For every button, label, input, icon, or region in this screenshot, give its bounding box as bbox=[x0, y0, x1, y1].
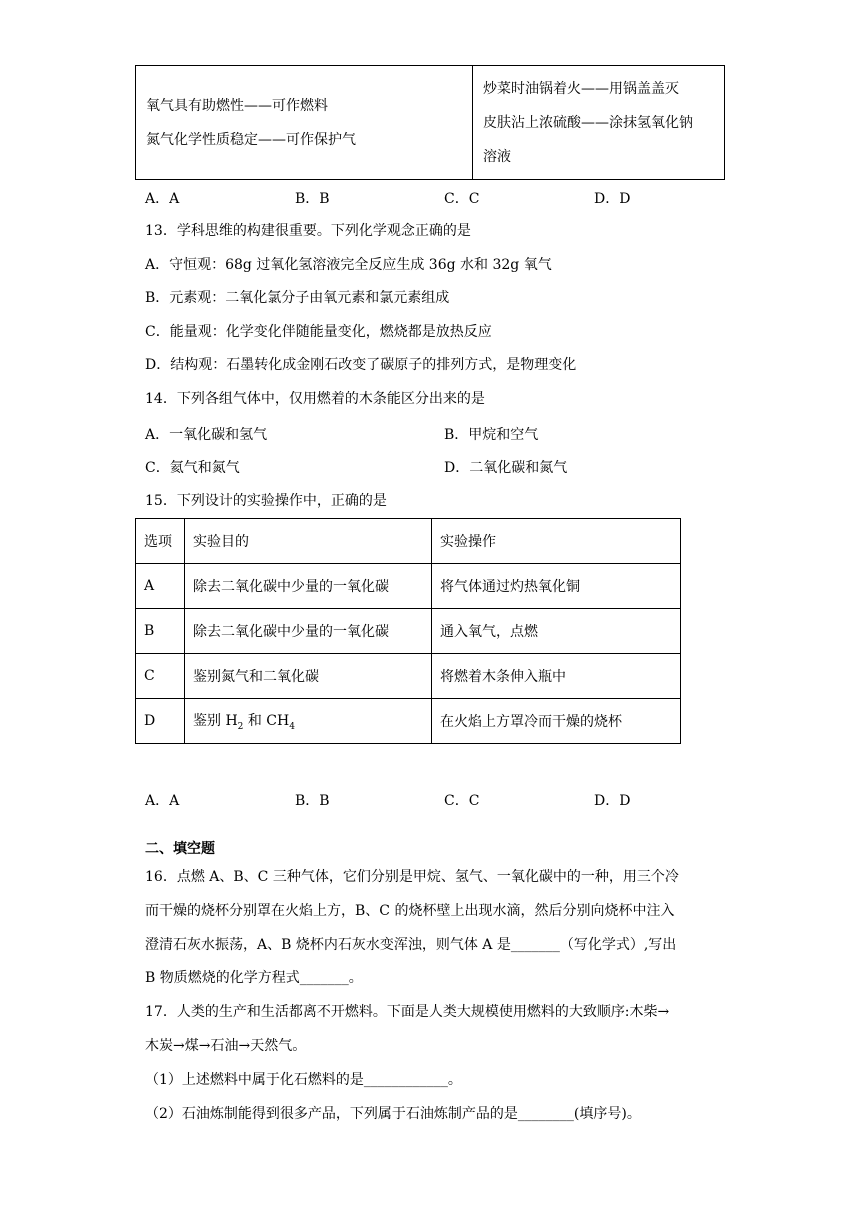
q15-option-c[interactable]: C．C bbox=[444, 793, 480, 809]
table-cell-option: A bbox=[136, 564, 185, 609]
q12-table-left-line: 氧气具有助燃性——可作燃料 bbox=[146, 97, 328, 114]
q17-subquestion-2: （2）石油炼制能得到很多产品，下列属于石油炼制产品的是________(填序号)。 bbox=[145, 1106, 641, 1122]
q12-table-right-line: 炒菜时油锅着火——用锅盖盖灭 bbox=[483, 80, 679, 97]
table-header-cell: 选项 bbox=[136, 519, 185, 564]
table-header-cell: 实验目的 bbox=[185, 519, 432, 564]
q15-table bbox=[135, 518, 681, 744]
q13-option-d[interactable]: D．结构观：石墨转化成金刚石改变了碳原子的排列方式，是物理变化 bbox=[145, 357, 577, 373]
table-row bbox=[136, 564, 681, 609]
q12-table-left-line: 氮气化学性质稳定——可作保护气 bbox=[146, 131, 356, 148]
section-title: 二、填空题 bbox=[145, 841, 215, 857]
q12-option-a[interactable]: A．A bbox=[145, 191, 180, 207]
q15-stem: 15．下列设计的实验操作中，正确的是 bbox=[145, 493, 387, 509]
q16-line: 澄清石灰水振荡，A、B 烧杯内石灰水变浑浊，则气体 A 是_______（写化学式）,写出 bbox=[145, 937, 677, 953]
table-cell-operation: 在火焰上方罩冷而干燥的烧杯 bbox=[432, 699, 681, 744]
table-row bbox=[136, 699, 681, 744]
q14-option-d[interactable]: D．二氧化碳和氮气 bbox=[444, 460, 568, 476]
q12-option-c[interactable]: C．C bbox=[444, 191, 480, 207]
q13-option-a[interactable]: A．守恒观：68g 过氧化氢溶液完全反应生成 36g 水和 32g 氧气 bbox=[145, 257, 552, 273]
table-cell-operation: 通入氧气，点燃 bbox=[432, 609, 681, 654]
q17-subquestion-1: （1）上述燃料中属于化石燃料的是____________。 bbox=[145, 1072, 462, 1088]
table-cell-purpose: 鉴别氮气和二氧化碳 bbox=[185, 654, 432, 699]
q14-stem: 14．下列各组气体中，仅用燃着的木条能区分出来的是 bbox=[145, 391, 485, 407]
q17-line: 木炭→煤→石油→天然气。 bbox=[145, 1038, 307, 1054]
table-cell-option: C bbox=[136, 654, 185, 699]
q12-option-b[interactable]: B．B bbox=[295, 191, 330, 207]
formula-subscript: 2 bbox=[237, 721, 244, 732]
q15-option-a[interactable]: A．A bbox=[145, 793, 180, 809]
table-header-row bbox=[136, 519, 681, 564]
q13-stem: 13．学科思维的构建很重要。下列化学观念正确的是 bbox=[145, 223, 471, 239]
formula-mid: 和 CH bbox=[243, 713, 290, 730]
table-cell-purpose bbox=[185, 699, 432, 744]
q14-option-a[interactable]: A．一氧化碳和氢气 bbox=[145, 427, 268, 443]
q16-line: 而干燥的烧杯分别罩在火焰上方，B、C 的烧杯壁上出现水滴，然后分别向烧杯中注入 bbox=[145, 903, 675, 919]
q12-table-right-cell bbox=[473, 66, 725, 180]
table-cell-option: B bbox=[136, 609, 185, 654]
q13-option-c[interactable]: C．能量观：化学变化伴随能量变化，燃烧都是放热反应 bbox=[145, 324, 492, 340]
q13-option-b[interactable]: B．元素观：二氧化氯分子由氧元素和氯元素组成 bbox=[145, 290, 450, 306]
formula-subscript: 4 bbox=[289, 721, 295, 732]
table-header-cell: 实验操作 bbox=[432, 519, 681, 564]
q16-line: 16．点燃 A、B、C 三种气体，它们分别是甲烷、氢气、一氧化碳中的一种，用三个冷 bbox=[145, 869, 679, 885]
q12-option-d[interactable]: D．D bbox=[594, 191, 631, 207]
table-cell-operation: 将燃着木条伸入瓶中 bbox=[432, 654, 681, 699]
table-cell-operation: 将气体通过灼热氧化铜 bbox=[432, 564, 681, 609]
table-cell-purpose: 除去二氧化碳中少量的一氧化碳 bbox=[185, 609, 432, 654]
q14-option-c[interactable]: C．氦气和氮气 bbox=[145, 460, 240, 476]
table-row bbox=[136, 654, 681, 699]
table-cell-option: D bbox=[136, 699, 185, 744]
q15-option-d[interactable]: D．D bbox=[594, 793, 631, 809]
q12-table bbox=[135, 65, 725, 180]
q12-table-right-line: 溶液 bbox=[483, 148, 511, 165]
table-cell-purpose: 除去二氧化碳中少量的一氧化碳 bbox=[185, 564, 432, 609]
formula-prefix: 鉴别 H bbox=[193, 713, 238, 730]
q12-table-right-line: 皮肤沾上浓硫酸——涂抹氢氧化钠 bbox=[483, 114, 693, 131]
q12-table-left-cell bbox=[136, 66, 473, 180]
table-row bbox=[136, 609, 681, 654]
q14-option-b[interactable]: B．甲烷和空气 bbox=[444, 427, 539, 443]
q17-line: 17．人类的生产和生活都离不开燃料。下面是人类大规模使用燃料的大致顺序:木柴→ bbox=[145, 1004, 670, 1020]
q16-line: B 物质燃烧的化学方程式_______。 bbox=[145, 970, 363, 986]
q15-option-b[interactable]: B．B bbox=[295, 793, 330, 809]
